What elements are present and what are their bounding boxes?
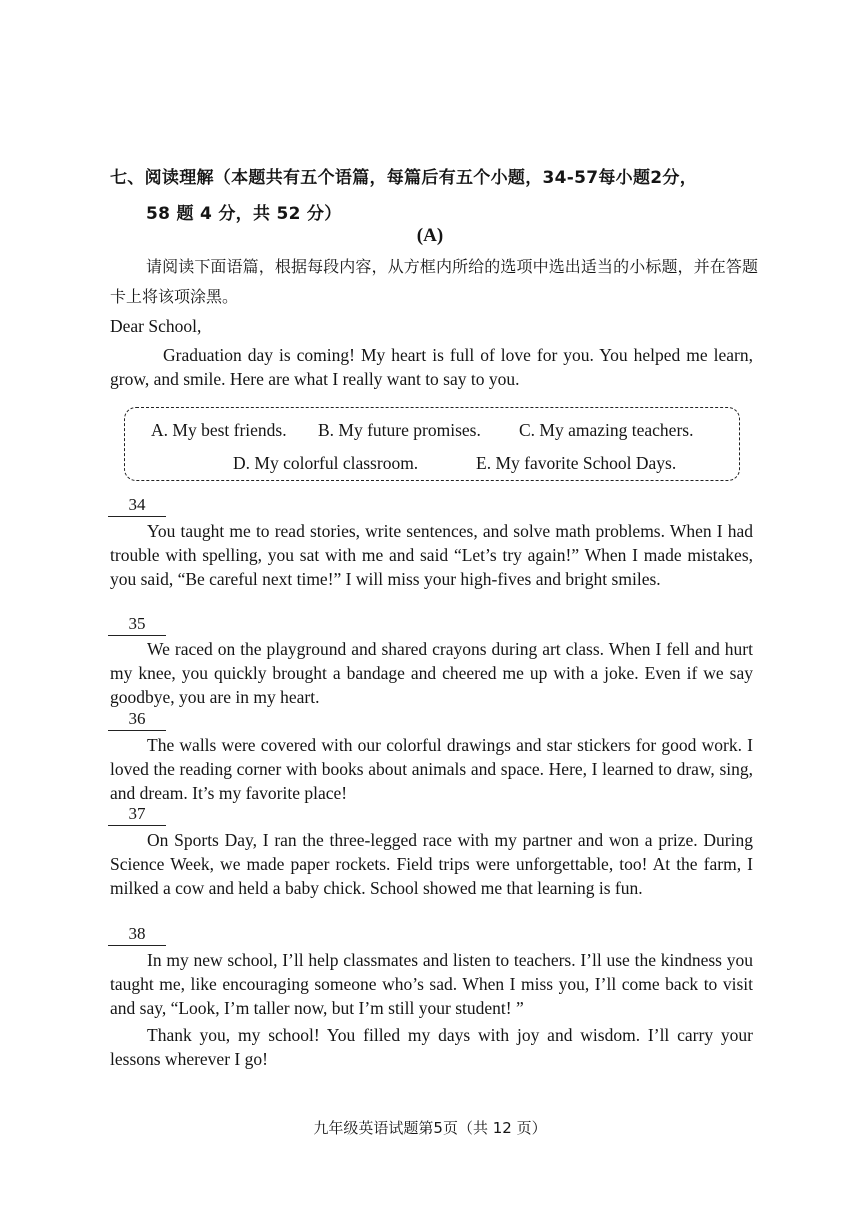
paragraph-34: You taught me to read stories, write sentences, and solve math problems. When I had trouble with spelling, you sat with me and said “Let’s try again!” When I made mistakes, you said, “Be careful next time!” I will miss your high-fives and bright smiles.	[110, 521, 753, 589]
letter-salutation: Dear School,	[110, 316, 202, 336]
blank-38: 38	[108, 923, 166, 946]
letter-intro: Graduation day is coming! My heart is full of love for you. You helped me learn, grow, and smile. Here are what I really want to say to you.	[110, 345, 753, 389]
option-b: B. My future promises.	[318, 420, 481, 440]
option-c: C. My amazing teachers.	[519, 420, 694, 440]
blank-36: 36	[108, 708, 166, 731]
passage-label: (A)	[416, 225, 444, 246]
section-heading-line2: 58 题 4 分，共 52 分）	[146, 204, 342, 224]
paragraph-37: On Sports Day, I ran the three-legged race with my partner and won a prize. During Science Week, we made paper rockets. Field trips were unforgettable, too! At the farm, I milked a cow and held a baby chick. School showed me that learning is fun.	[110, 830, 753, 898]
paragraph-38: In my new school, I’ll help classmates and listen to teachers. I’ll use the kindness you taught me, like encouraging someone who’s sad. When I miss you, I’ll come back to visit and say, “Look, I’m taller now, but I’m still your student! ”	[110, 950, 753, 1018]
option-a: A. My best friends.	[151, 420, 287, 440]
section-heading-line1: 七、阅读理解（本题共有五个语篇，每篇后有五个小题，34-57每小题2分，	[110, 168, 697, 188]
section-heading	[110, 160, 770, 232]
paragraph-36: The walls were covered with our colorful drawings and star stickers for good work. I loved the reading corner with books about animals and space. Here, I learned to draw, sing, and dream. It’s my favorite place!	[110, 735, 753, 803]
letter-closing: Thank you, my school! You filled my days with joy and wisdom. I’ll carry your lessons wherever I go!	[110, 1025, 753, 1069]
options-box	[124, 407, 740, 481]
blank-35: 35	[108, 613, 166, 636]
blank-34: 34	[108, 494, 166, 517]
passage-instruction: 请阅读下面语篇，根据每段内容，从方框内所给的选项中选出适当的小标题，并在答题卡上将该项涂黑。	[110, 257, 758, 306]
blank-37: 37	[108, 803, 166, 826]
option-e: E. My favorite School Days.	[476, 453, 677, 473]
option-d: D. My colorful classroom.	[233, 453, 419, 473]
page-footer: 九年级英语试题第5页（共 12 页）	[313, 1119, 547, 1137]
paragraph-35: We raced on the playground and shared crayons during art class. When I fell and hurt my knee, you quickly brought a bandage and cheered me up with a joke. Even if we say goodbye, you are in my heart.	[110, 639, 753, 707]
